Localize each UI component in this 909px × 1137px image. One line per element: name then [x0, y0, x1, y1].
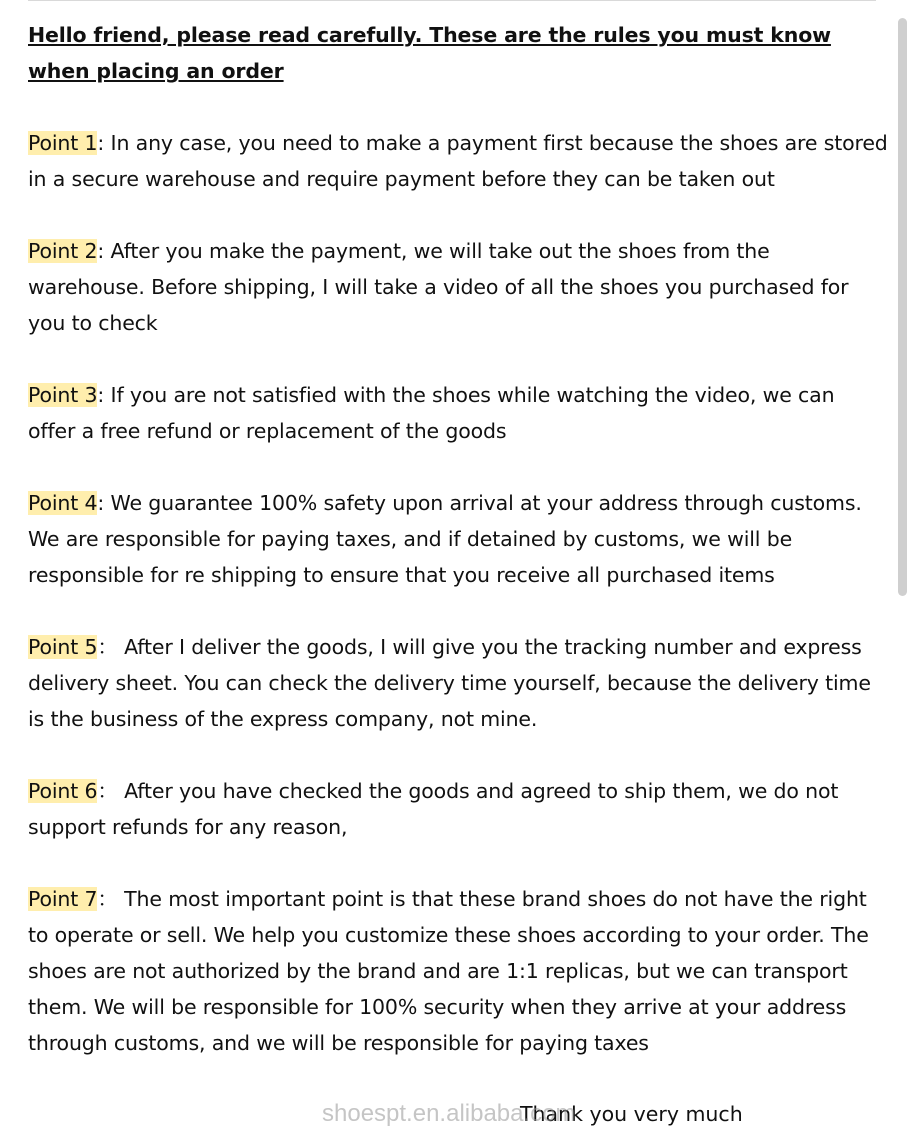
point-2-text: After you make the payment, we will take out the shoes from the warehouse. Before shipping, I will take a video of all the shoes you purchased for you to check: [28, 239, 849, 335]
point-3-label: Point 3: [28, 383, 98, 407]
point-2: [28, 233, 888, 341]
point-5-separator: ：: [97, 635, 118, 659]
point-6-separator: ：: [97, 779, 118, 803]
point-5-text: After I deliver the goods, I will give you the tracking number and express delivery sheet. You can check the delivery time yourself, because the delivery time is the business of the express company, not mine.: [28, 635, 871, 731]
document-title: Hello friend, please read carefully. These are the rules you must know when placing an order: [28, 23, 831, 83]
point-4-label: Point 4: [28, 491, 98, 515]
point-3-text: If you are not satisfied with the shoes while watching the video, we can offer a free refund or replacement of the goods: [28, 383, 835, 443]
point-6: [28, 773, 888, 845]
point-4: [28, 485, 888, 593]
point-5: [28, 629, 888, 737]
point-1-label: Point 1: [28, 131, 98, 155]
scrollbar-track[interactable]: [895, 0, 909, 1137]
point-3: [28, 377, 888, 449]
point-7: [28, 881, 888, 1061]
point-1-separator: :: [97, 131, 105, 155]
watermark-text: shoespt.en.alibaba.com: [322, 1100, 576, 1127]
point-5-label: Point 5: [28, 635, 98, 659]
closing-text: Thank you very much: [520, 1102, 743, 1126]
scrollbar-thumb[interactable]: [898, 18, 907, 596]
point-2-separator: :: [97, 239, 105, 263]
document-body: [28, 17, 888, 1061]
point-7-separator: ：: [97, 887, 118, 911]
point-7-label: Point 7: [28, 887, 98, 911]
point-2-label: Point 2: [28, 239, 98, 263]
point-6-label: Point 6: [28, 779, 98, 803]
top-divider: [28, 0, 876, 1]
point-4-separator: :: [97, 491, 105, 515]
point-4-text: We guarantee 100% safety upon arrival at your address through customs. We are responsible for paying taxes, and if detained by customs, we will be responsible for re shipping to ensure that you receive all purchased items: [28, 491, 862, 587]
point-3-separator: :: [97, 383, 105, 407]
point-1: [28, 125, 888, 197]
point-7-text: The most important point is that these brand shoes do not have the right to operate or sell. We help you customize these shoes according to your order. The shoes are not authorized by the brand and are 1:1 replicas, but we can transport them. We will be responsible for 100% security when they arrive at your address through customs, and we will be responsible for paying taxes: [28, 887, 869, 1055]
point-1-text: In any case, you need to make a payment first because the shoes are stored in a secure warehouse and require payment before they can be taken out: [28, 131, 888, 191]
point-6-text: After you have checked the goods and agreed to ship them, we do not support refunds for any reason,: [28, 779, 839, 839]
